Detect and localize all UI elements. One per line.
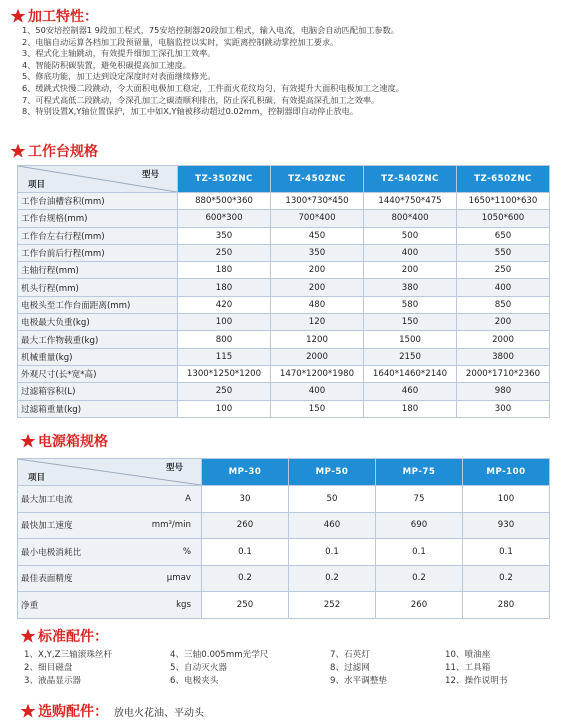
row-label: 机械重量(kg) [18, 348, 178, 365]
table-cell: 0.2 [289, 565, 376, 592]
feature-item: 4、智能防积碳装置，避免积碳提高加工速度。 [22, 59, 191, 70]
table-cell: 1500 [364, 331, 457, 348]
feature-item: 8、特别设置X,Y轴位置保护，加工中如X,Y轴被移动超过0.02mm，控制器即自动停止放电。 [22, 106, 359, 117]
table-cell: 800*400 [364, 210, 457, 227]
list-item: 2、细目磁盘 [24, 663, 73, 673]
red-star-icon [20, 433, 36, 449]
table-cell: 0.1 [463, 539, 550, 566]
row-label: 过滤箱重量(kg) [18, 400, 178, 417]
table-cell: 200 [271, 279, 364, 296]
row-label-cell [18, 512, 202, 539]
table-corner-header [18, 166, 178, 193]
table-row [18, 210, 550, 227]
row-label: 电极头至工作台面距离(mm) [18, 296, 178, 313]
table-row [18, 348, 550, 365]
table-cell: 1440*750*475 [364, 193, 457, 210]
table-cell: 150 [364, 314, 457, 331]
table-cell: 200 [271, 262, 364, 279]
table-cell: 200 [457, 314, 550, 331]
list-item: 12、操作说明书 [445, 676, 508, 686]
table-cell: 980 [457, 383, 550, 400]
table-cell: 1650*1100*630 [457, 193, 550, 210]
row-label: 工作台前后行程(mm) [18, 244, 178, 261]
row-label: 工作台油槽容积(mm) [18, 193, 178, 210]
table-cell: 480 [271, 296, 364, 313]
table-cell: 380 [364, 279, 457, 296]
table-cell: 460 [364, 383, 457, 400]
model-header: TZ-650ZNC [457, 166, 550, 193]
table-cell: 180 [178, 279, 271, 296]
list-item: 9、水平调整垫 [330, 676, 388, 686]
table-cell: 0.1 [202, 539, 289, 566]
row-unit: A [185, 493, 191, 504]
table-cell: 50 [289, 486, 376, 513]
table-cell: 2000 [457, 331, 550, 348]
table-row [18, 193, 550, 210]
row-label: 工作台左右行程(mm) [18, 227, 178, 244]
table-cell: 252 [289, 592, 376, 619]
table-cell: 2150 [364, 348, 457, 365]
table-cell: 260 [376, 592, 463, 619]
list-item: 11、工具箱 [445, 663, 491, 673]
red-star-icon [20, 628, 36, 644]
worktable-title: 工作台规格 [10, 141, 98, 161]
row-label: 主轴行程(mm) [18, 262, 178, 279]
table-cell: 800 [178, 331, 271, 348]
table-cell: 1300*1250*1200 [178, 365, 271, 382]
list-item: 7、石英灯 [330, 650, 370, 660]
table-cell: 260 [202, 512, 289, 539]
model-header: TZ-540ZNC [364, 166, 457, 193]
table-cell: 250 [457, 262, 550, 279]
table-cell: 500 [364, 227, 457, 244]
table-cell: 0.2 [463, 565, 550, 592]
feature-item: 7、可程式高低二段跳动，令深孔加工之碳渣顺利排出，防止深孔积碳，有效提高深孔加工之效率。 [22, 94, 380, 105]
table-cell: 0.1 [376, 539, 463, 566]
table-cell: 250 [178, 383, 271, 400]
table-cell: 450 [271, 227, 364, 244]
table-cell: 0.2 [376, 565, 463, 592]
table-cell: 420 [178, 296, 271, 313]
list-item: 8、过滤网 [330, 663, 370, 673]
table-cell: 460 [289, 512, 376, 539]
table-row [18, 262, 550, 279]
table-cell: 350 [271, 244, 364, 261]
model-header: TZ-450ZNC [271, 166, 364, 193]
row-label-cell [18, 565, 202, 592]
corner-item-label: 项目 [28, 473, 46, 483]
table-cell: 880*500*360 [178, 193, 271, 210]
row-label-cell [18, 486, 202, 513]
table-cell: 250 [178, 244, 271, 261]
table-cell: 75 [376, 486, 463, 513]
table-cell: 115 [178, 348, 271, 365]
table-cell: 690 [376, 512, 463, 539]
table-cell: 2000*1710*2360 [457, 365, 550, 382]
table-row [18, 365, 550, 382]
feature-item: 2、电脑自动运算各档加工段预留量，电脑监控以实时，实距离控制跳动掌控加工要求。 [22, 36, 339, 47]
row-label: 电极最大负重(kg) [18, 314, 178, 331]
model-header: TZ-350ZNC [178, 166, 271, 193]
list-item: 3、液晶显示器 [24, 676, 82, 686]
standard-title: 标准配件： [20, 626, 108, 646]
table-cell: 1300*730*450 [271, 193, 364, 210]
table-cell: 400 [457, 279, 550, 296]
table-cell: 0.1 [289, 539, 376, 566]
red-star-icon [10, 143, 26, 159]
row-label: 外观尺寸(长*宽*高) [18, 365, 178, 382]
features-title: 加工特性： [10, 6, 98, 26]
table-cell: 580 [364, 296, 457, 313]
table-cell: 30 [202, 486, 289, 513]
table-row [18, 314, 550, 331]
corner-item-label: 项目 [28, 180, 46, 190]
red-star-icon [20, 703, 36, 719]
row-label: 最佳表面精度 [21, 574, 73, 585]
table-cell: 0.2 [202, 565, 289, 592]
row-label: 最小电极消耗比 [21, 547, 82, 558]
table-cell: 1640*1460*2140 [364, 365, 457, 382]
feature-item: 1、50安培控制器1 9段加工程式，75安培控制器20段加工程式，输入电流，电脑会自动匹配加工参数。 [22, 25, 399, 35]
feature-item: 5、修底功能，加工达到设定深度时对表面继续修光。 [22, 71, 216, 82]
table-row [18, 512, 550, 539]
table-row [18, 296, 550, 313]
table-cell: 300 [457, 400, 550, 417]
table-row [18, 383, 550, 400]
model-header: MP-50 [289, 459, 376, 486]
row-label: 工作台规格(mm) [18, 210, 178, 227]
table-cell: 1200 [271, 331, 364, 348]
table-row [18, 331, 550, 348]
row-label-cell [18, 539, 202, 566]
corner-model-label: 型号 [141, 170, 159, 180]
table-cell: 120 [271, 314, 364, 331]
table-cell: 600*300 [178, 210, 271, 227]
table-row [18, 565, 550, 592]
table-cell: 180 [178, 262, 271, 279]
power-spec-table [17, 458, 550, 619]
row-label: 最大工作物载重(kg) [18, 331, 178, 348]
table-cell: 100 [178, 400, 271, 417]
features-list [22, 25, 404, 118]
table-row [18, 486, 550, 513]
table-cell: 930 [463, 512, 550, 539]
feature-item: 6、缓跳式快慢二段跳动，令大面积电极加工稳定，工件面火花纹均匀，有效提升大面积电极加工之速度。 [22, 82, 404, 93]
table-corner-header [18, 459, 202, 486]
table-cell: 850 [457, 296, 550, 313]
table-row [18, 592, 550, 619]
row-unit: μmav [166, 573, 191, 584]
table-cell: 250 [202, 592, 289, 619]
list-item: 4、三轴0.005mm光学尺 [170, 650, 269, 660]
model-header: MP-100 [463, 459, 550, 486]
model-header: MP-75 [376, 459, 463, 486]
table-cell: 280 [463, 592, 550, 619]
optional-title: 选购配件： 放电火花油、平动头 [20, 701, 204, 721]
table-cell: 400 [364, 244, 457, 261]
row-unit: % [182, 546, 191, 557]
model-header: MP-30 [202, 459, 289, 486]
table-cell: 700*400 [271, 210, 364, 227]
feature-item: 3、程式化主轴跳动，有效提升细加工深孔加工效率。 [22, 48, 216, 59]
table-cell: 3800 [457, 348, 550, 365]
row-label: 最大加工电流 [21, 494, 73, 505]
table-cell: 1050*600 [457, 210, 550, 227]
list-item: 1、X,Y,Z三轴滚珠丝杆 [24, 650, 113, 660]
list-item: 10、喷油座 [445, 650, 491, 660]
row-label: 过滤箱容积(L) [18, 383, 178, 400]
table-cell: 650 [457, 227, 550, 244]
row-label-cell [18, 592, 202, 619]
table-cell: 100 [178, 314, 271, 331]
table-cell: 550 [457, 244, 550, 261]
table-cell: 180 [364, 400, 457, 417]
worktable-spec-table [17, 165, 550, 418]
list-item: 6、电极夹头 [170, 676, 219, 686]
table-cell: 200 [364, 262, 457, 279]
table-cell: 350 [178, 227, 271, 244]
row-label: 净重 [21, 600, 39, 611]
table-cell: 400 [271, 383, 364, 400]
row-unit: kgs [176, 599, 191, 610]
standard-accessory-list [24, 649, 574, 687]
optional-accessory-text: 放电火花油、平动头 [114, 707, 204, 719]
row-label: 最快加工速度 [21, 521, 73, 532]
row-unit: mm³/min [151, 520, 191, 531]
table-row [18, 279, 550, 296]
list-item: 5、自动灭火器 [170, 663, 228, 673]
table-row [18, 227, 550, 244]
table-row [18, 400, 550, 417]
power-title: 电源箱规格 [20, 431, 108, 451]
table-cell: 150 [271, 400, 364, 417]
corner-model-label: 型号 [165, 463, 183, 473]
table-cell: 100 [463, 486, 550, 513]
table-cell: 1470*1200*1980 [271, 365, 364, 382]
red-star-icon [10, 8, 26, 24]
table-row [18, 244, 550, 261]
table-cell: 2000 [271, 348, 364, 365]
table-row [18, 539, 550, 566]
row-label: 机头行程(mm) [18, 279, 178, 296]
